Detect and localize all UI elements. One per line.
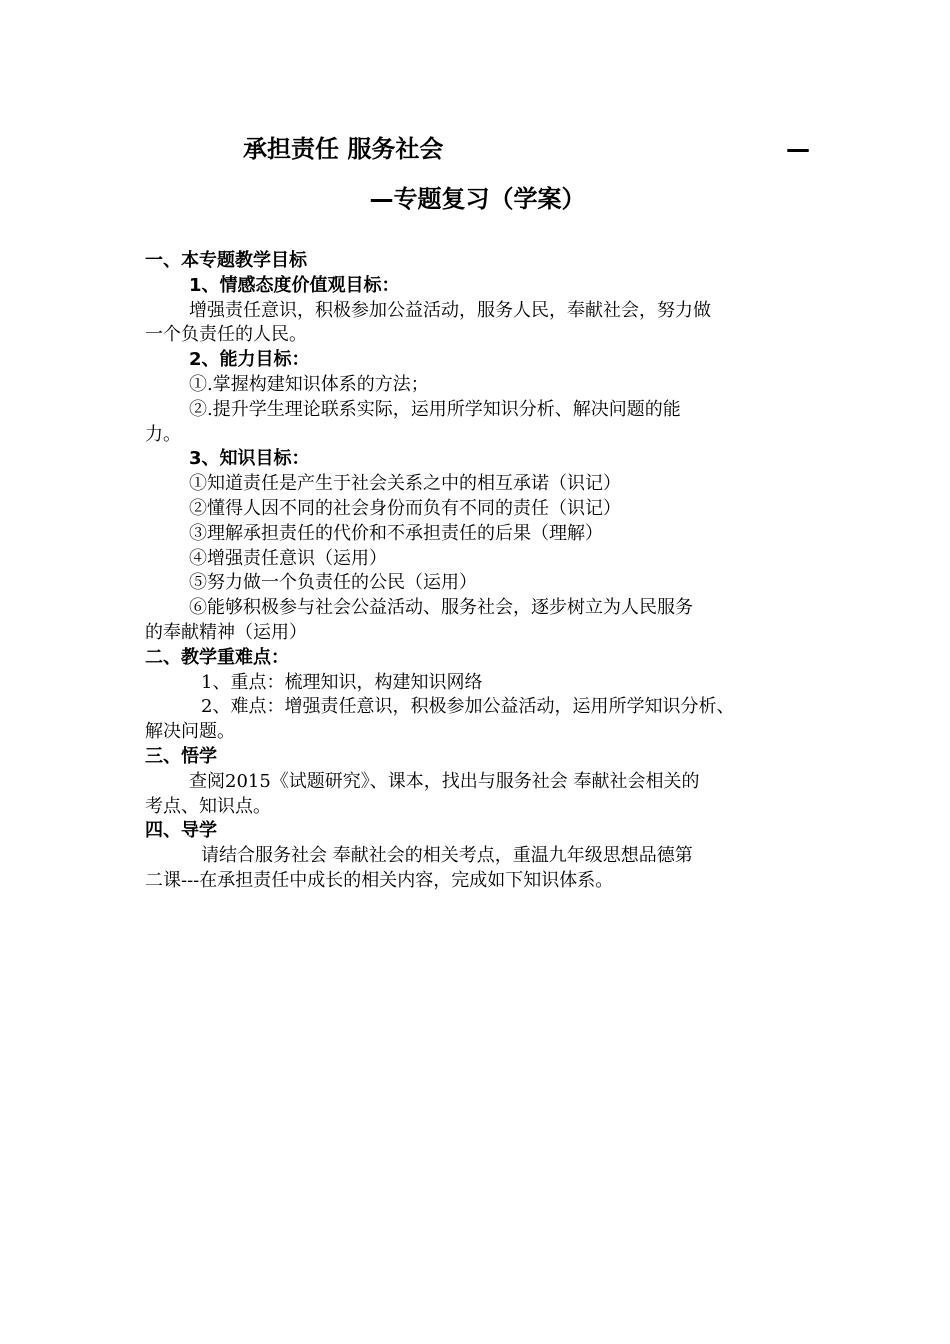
title-line-2: —专题复习（学案） xyxy=(369,185,586,213)
list-item: 力。 xyxy=(145,423,181,445)
list-item: ②.提升学生理论联系实际，运用所学知识分析、解决问题的能 xyxy=(189,398,681,420)
section-heading: 一、本专题教学目标 xyxy=(145,250,307,271)
list-item: 的奉献精神（运用） xyxy=(145,621,307,643)
title-dash: — xyxy=(786,135,810,163)
paragraph-text: 请结合服务社会 奉献社会的相关考点，重温九年级思想品德第 xyxy=(201,845,693,867)
title-main: 承担责任 服务社会 xyxy=(243,135,444,163)
list-item: 解决问题。 xyxy=(145,721,235,743)
paragraph-text: 一个负责任的人民。 xyxy=(145,324,307,346)
subsection-heading: 3、知识目标： xyxy=(189,448,310,470)
paragraph-text: 考点、知识点。 xyxy=(145,795,271,817)
section-heading: 二、教学重难点： xyxy=(145,646,289,668)
section-heading: 三、悟学 xyxy=(145,745,217,767)
subsection-heading: 1、情感态度价值观目标： xyxy=(189,274,400,296)
list-item: ③理解承担责任的代价和不承担责任的后果（理解） xyxy=(189,522,603,544)
list-item: ①.掌握构建知识体系的方法； xyxy=(189,373,429,395)
list-item: 1、重点：梳理知识，构建知识网络 xyxy=(201,671,483,693)
list-item: ①知道责任是产生于社会关系之中的相互承诺（识记） xyxy=(189,473,621,495)
subsection-heading: 2、能力目标： xyxy=(189,349,310,371)
list-item: ②懂得人因不同的社会身份而负有不同的责任（识记） xyxy=(189,497,621,519)
list-item: ④增强责任意识（运用） xyxy=(189,547,387,569)
paragraph-text: 查阅2015《试题研究》、课本，找出与服务社会 奉献社会相关的 xyxy=(189,770,700,792)
list-item: ⑤努力做一个负责任的公民（运用） xyxy=(189,572,477,594)
list-item: 2、难点：增强责任意识，积极参加公益活动，运用所学知识分析、 xyxy=(201,696,735,718)
list-item: ⑥能够积极参与社会公益活动、服务社会，逐步树立为人民服务 xyxy=(189,597,693,619)
document-body xyxy=(145,249,815,894)
section-heading: 四、导学 xyxy=(145,820,217,842)
paragraph-text: 增强责任意识，积极参加公益活动，服务人民，奉献社会，努力做 xyxy=(189,299,711,321)
paragraph-text: 二课---在承担责任中成长的相关内容，完成如下知识体系。 xyxy=(145,869,614,891)
